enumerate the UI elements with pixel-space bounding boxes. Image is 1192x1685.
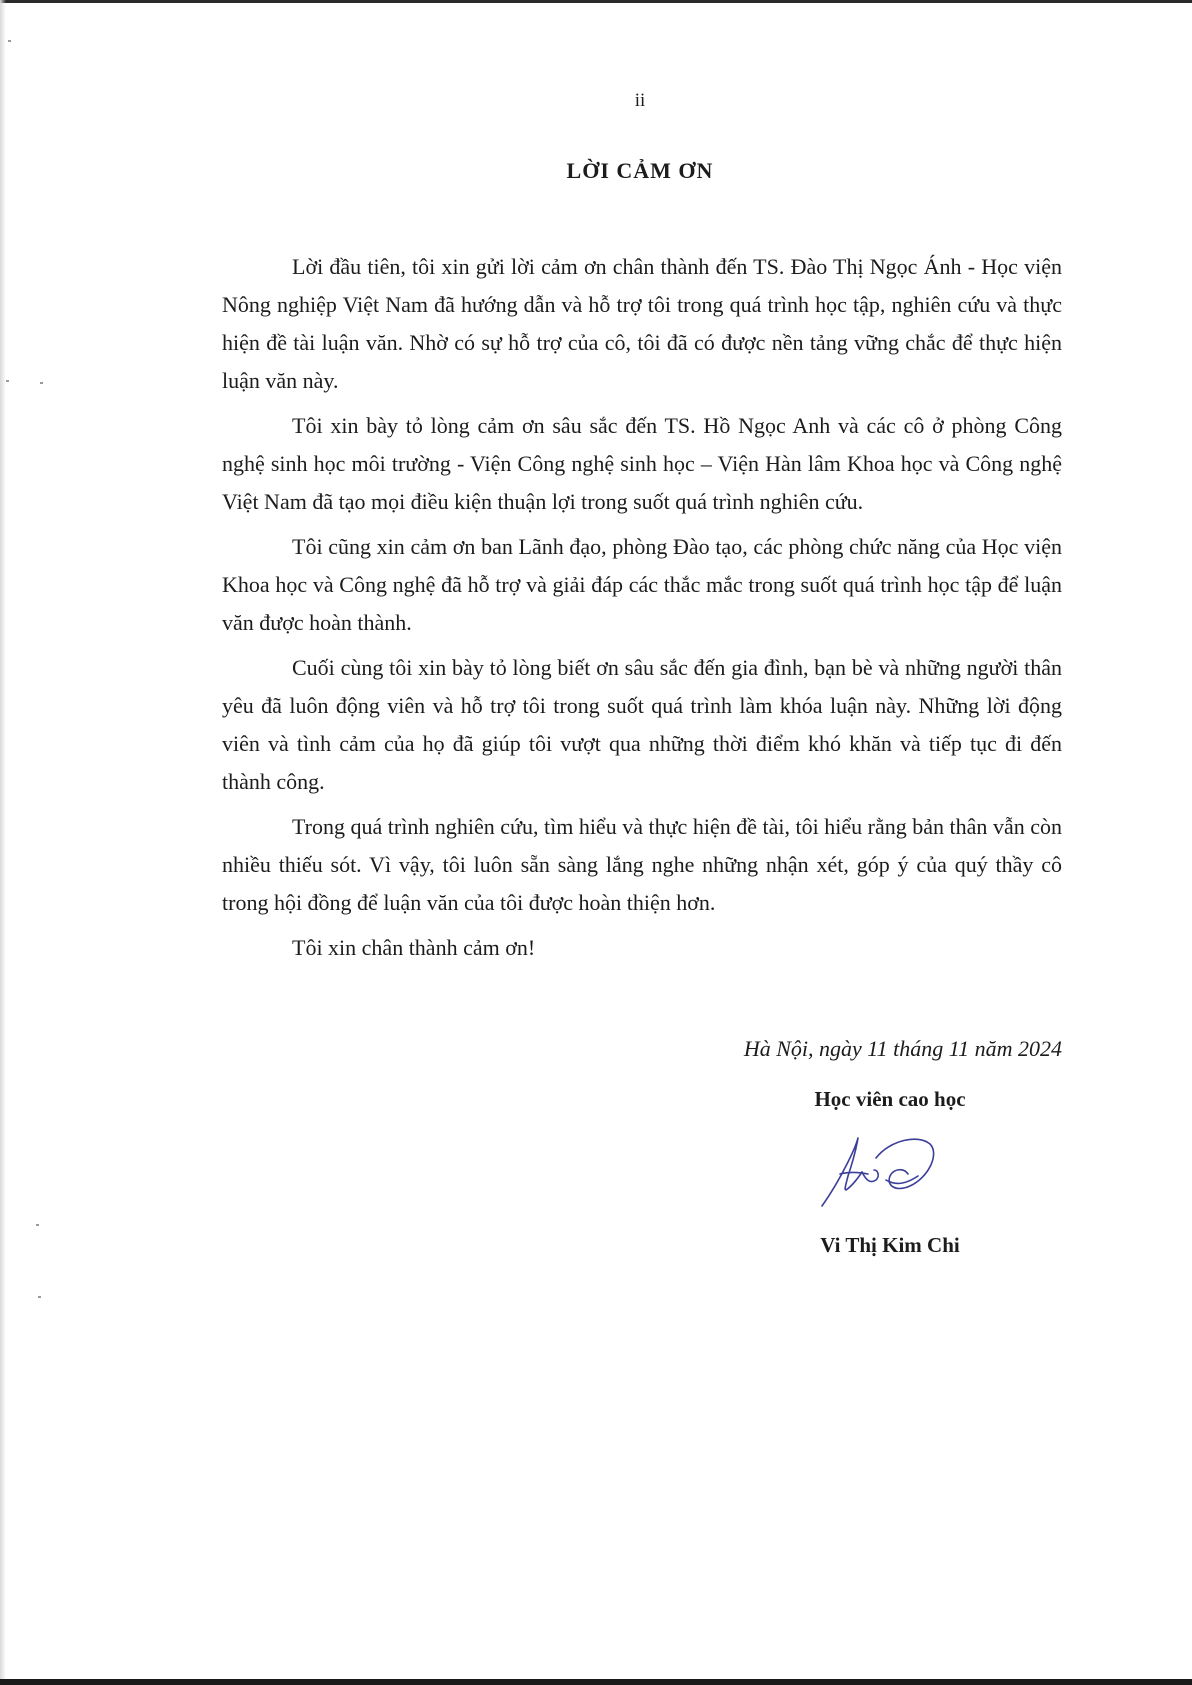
acknowledgement-body (222, 248, 1062, 974)
scan-bottom-border (0, 1679, 1192, 1685)
paragraph: Lời đầu tiên, tôi xin gửi lời cảm ơn chân thành đến TS. Đào Thị Ngọc Ánh - Học viện Nông nghiệp Việt Nam đã hướng dẫn và hỗ trợ tôi trong quá trình học tập, nghiên cứu và thực hiện đề tài luận văn. Nhờ có sự hỗ trợ của cô, tôi đã có được nền tảng vững chắc để thực hiện luận văn này. (222, 254, 1062, 393)
signature-icon (818, 1128, 948, 1210)
paragraph: Tôi cũng xin cảm ơn ban Lãnh đạo, phòng Đào tạo, các phòng chức năng của Học viện Khoa học và Công nghệ đã hỗ trợ và giải đáp các thắc mắc trong suốt quá trình học tập để luận văn được hoàn thành. (222, 534, 1062, 635)
scan-artifact (6, 380, 9, 382)
scan-artifact (8, 40, 11, 42)
page-number: ii (634, 90, 646, 111)
paragraph: Cuối cùng tôi xin bày tỏ lòng biết ơn sâu sắc đến gia đình, bạn bè và những người thân yêu đã luôn động viên và hỗ trợ tôi trong suốt quá trình làm khóa luận này. Những lời động viên và tình cảm của họ đã giúp tôi vượt qua những thời điểm khó khăn và tiếp tục đi đến thành công. (222, 655, 1062, 794)
paragraph: Trong quá trình nghiên cứu, tìm hiểu và thực hiện đề tài, tôi hiểu rằng bản thân vẫn còn nhiều thiếu sót. Vì vậy, tôi luôn sẵn sàng lắng nghe những nhận xét, góp ý của quý thầy cô trong hội đồng để luận văn của tôi được hoàn thiện hơn. (222, 814, 1062, 915)
place-date: Hà Nội, ngày 11 tháng 11 năm 2024 (743, 1036, 1062, 1061)
signer-role: Học viên cao học (814, 1087, 966, 1111)
scan-artifact (40, 382, 43, 384)
scan-top-border (0, 0, 1192, 3)
paragraph: Tôi xin chân thành cảm ơn! (292, 935, 536, 960)
scan-left-edge (0, 0, 6, 1685)
signer-name: Vi Thị Kim Chi (820, 1233, 960, 1257)
page-title: LỜI CẢM ƠN (566, 158, 714, 183)
paragraph: Tôi xin bày tỏ lòng cảm ơn sâu sắc đến TS. Hồ Ngọc Anh và các cô ở phòng Công nghệ sinh học môi trường - Viện Công nghệ sinh học – Viện Hàn lâm Khoa học và Công nghệ Việt Nam đã tạo mọi điều kiện thuận lợi trong suốt quá trình nghiên cứu. (222, 413, 1062, 514)
scan-artifact (36, 1224, 39, 1226)
scan-artifact (38, 1296, 41, 1298)
